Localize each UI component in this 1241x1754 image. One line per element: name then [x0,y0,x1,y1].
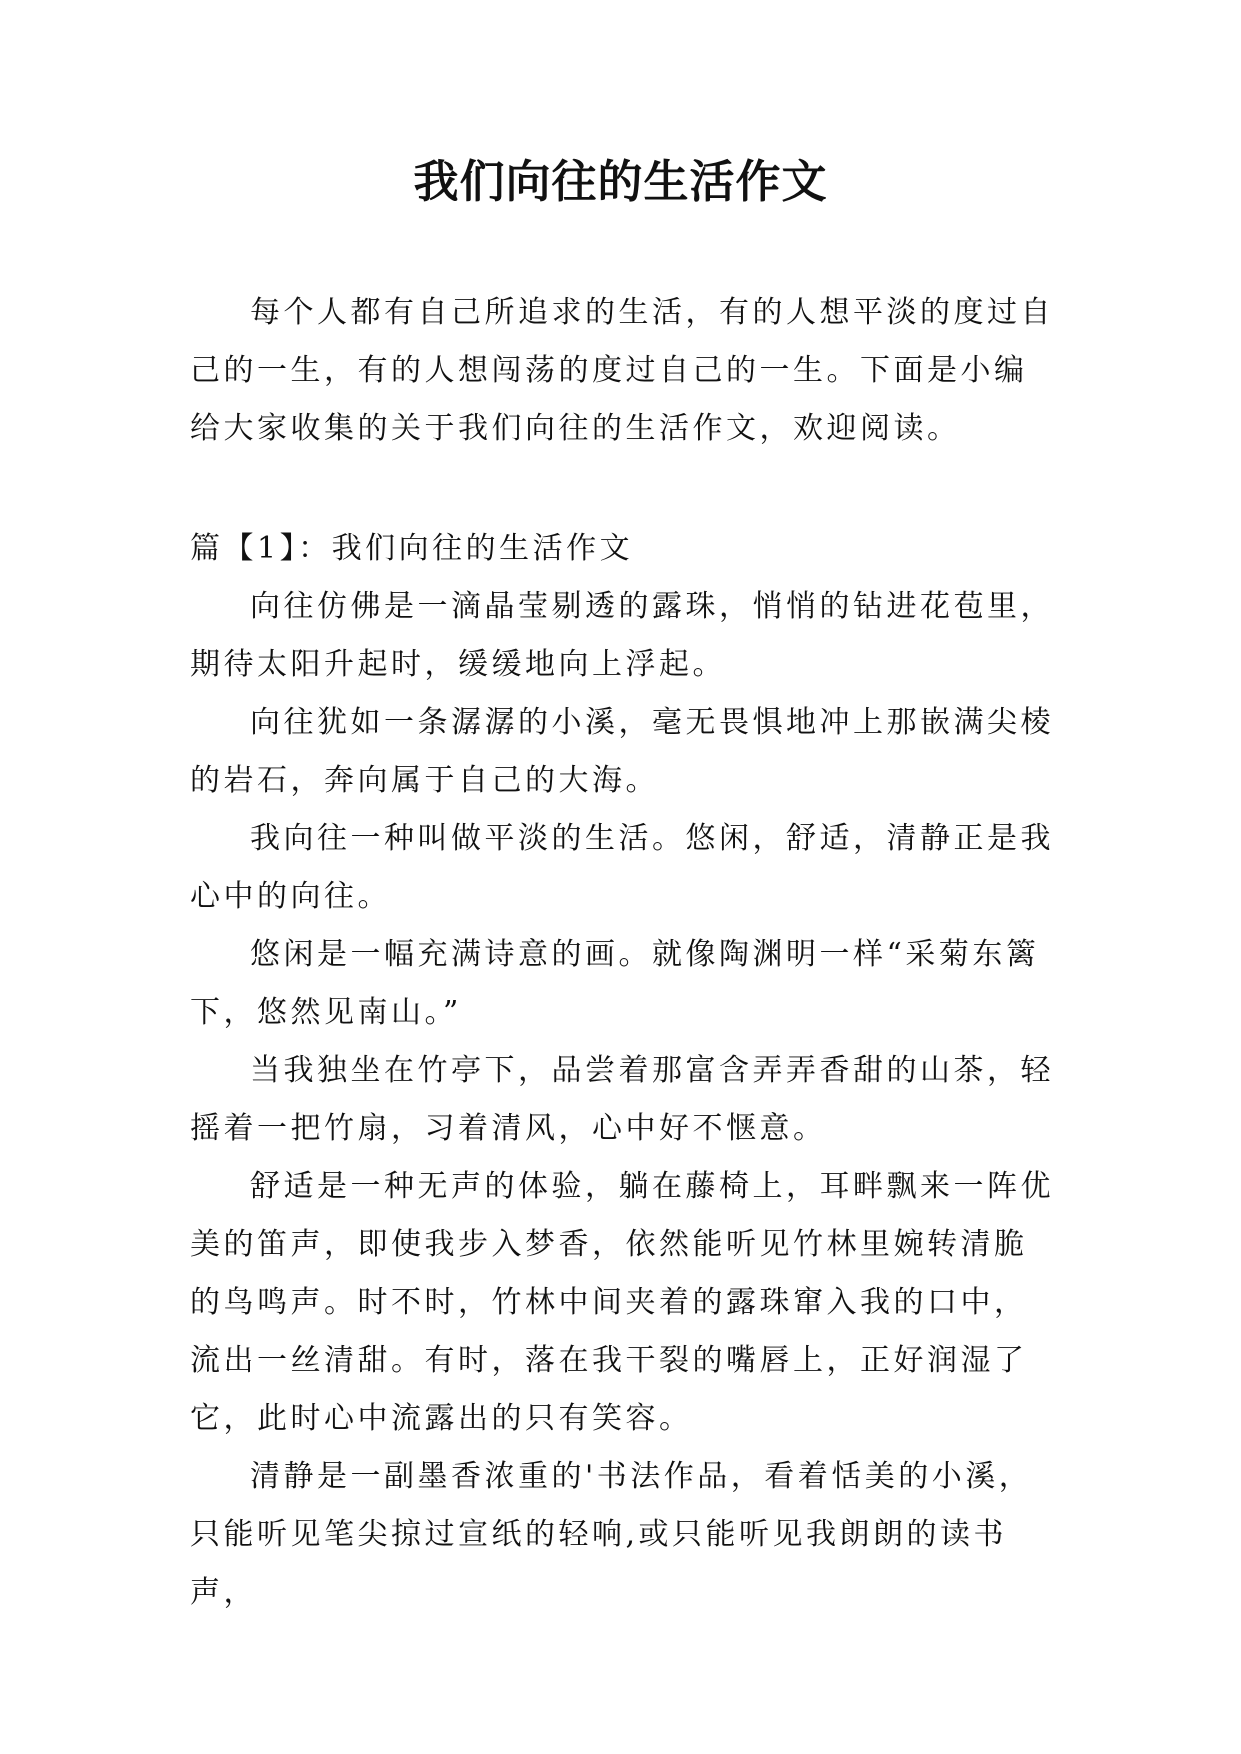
essay-paragraph: 舒适是一种无声的体验，躺在藤椅上，耳畔飘来一阵优美的笛声，即使我步入梦香，依然能听见竹林里婉转清脆的鸟鸣声。时不时，竹林中间夹着的露珠窜入我的口中，流出一丝清甜。有时，落在我干裂的嘴唇上，正好润湿了它，此时心中流露出的只有笑容。 [190,1169,1054,1436]
essay-paragraph: 当我独坐在竹亭下，品尝着那富含弄弄香甜的山茶，轻摇着一把竹扇，习着清风，心中好不惬意。 [190,1053,1054,1146]
intro-paragraph: 每个人都有自己所追求的生活，有的人想平淡的度过自己的一生，有的人想闯荡的度过自己的一生。下面是小编给大家收集的关于我们向往的生活作文，欢迎阅读。 [190,295,1054,446]
essay-paragraph: 向往仿佛是一滴晶莹剔透的露珠，悄悄的钻进花苞里，期待太阳升起时，缓缓地向上浮起。 [190,589,1054,682]
section-heading: 篇【1】：我们向往的生活作文 [190,531,634,566]
essay-paragraph: 我向往一种叫做平淡的生活。悠闲，舒适，清静正是我心中的向往。 [190,821,1054,914]
essay-paragraph: 清静是一副墨香浓重的'书法作品，看着恬美的小溪，只能听见笔尖掠过宣纸的轻响,或只能听见我朗朗的读书声， [190,1459,1033,1610]
essay-paragraph: 悠闲是一幅充满诗意的画。就像陶渊明一样“采菊东篱下，悠然见南山。” [190,937,1040,1030]
essay-paragraph: 向往犹如一条潺潺的小溪，毫无畏惧地冲上那嵌满尖棱的岩石，奔向属于自己的大海。 [190,705,1054,798]
document-title: 我们向往的生活作文 [413,155,828,208]
essay-body [190,578,1056,1622]
